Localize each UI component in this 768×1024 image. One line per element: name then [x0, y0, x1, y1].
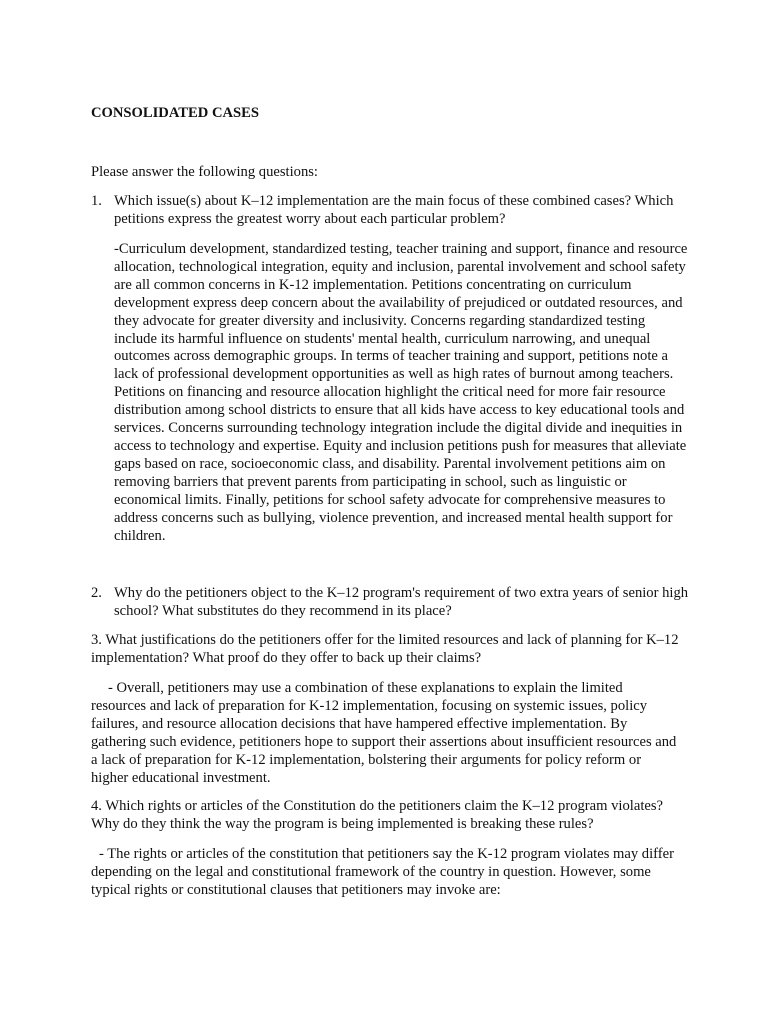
question-1: [91, 193, 691, 229]
question-2-text: Why do the petitioners object to the K–12 program's requirement of two extra years of senior high school? What substitutes do they recommend in its place?: [114, 585, 689, 619]
question-3: 3. What justifications do the petitioners offer for the limited resources and lack of planning for K–12 implementation? What proof do they offer to back up their claims?: [91, 632, 679, 666]
question-2: [91, 585, 691, 621]
answer-4: - The rights or articles of the constitution that petitioners say the K-12 program violates may differ depending on the legal and constitutional framework of the country in question. However, some typical rights or constitutional clauses that petitioners may invoke are:: [91, 846, 674, 898]
answer-3: - Overall, petitioners may use a combination of these explanations to explain the limited resources and lack of preparation for K-12 implementation, focusing on systemic issues, policy failures, and resource allocation decisions that have hampered effective implementation. By gathering such evidence, petitioners hope to support their assertions about insufficient resources and a lack of preparation for K-12 implementation, bolstering their arguments for policy reform or higher educational investment.: [91, 680, 677, 786]
question-2-number: 2.: [91, 585, 102, 601]
intro-text: Please answer the following questions:: [91, 164, 318, 180]
document-title: CONSOLIDATED CASES: [91, 105, 260, 121]
question-1-number: 1.: [91, 193, 102, 209]
question-1-text: Which issue(s) about K–12 implementation are the main focus of these combined cases? Which petitions express the greatest worry about each particular problem?: [114, 193, 674, 227]
answer-1: -Curriculum development, standardized testing, teacher training and support, finance and resource allocation, technological integration, equity and inclusion, parental involvement and school safety are all common concerns in K-12 implementation. Petitions concentrating on curriculum development express deep concern about the availability of prejudiced or outdated resources, and they advocate for greater diversity and inclusivity. Concerns regarding standardized testing include its harmful influence on students' mental health, curriculum narrowing, and unequal outcomes across demographic groups. In terms of teacher training and support, petitions note a lack of professional development opportunities as well as high rates of burnout among teachers. Petitions on financing and resource allocation highlight the critical need for more fair resource distribution among school districts to ensure that all kids have access to key educational tools and services. Concerns surrounding technology integration include the digital divide and inequities in access to technology and expertise. Equity and inclusion petitions push for measures that alleviate gaps based on race, socioeconomic class, and disability. Parental involvement petitions aim on removing barriers that prevent parents from participating in school, such as linguistic or economical limits. Finally, petitions for school safety advocate for comprehensive measures to address concerns such as bullying, violence prevention, and increased mental health support for children.: [114, 241, 688, 544]
question-4: 4. Which rights or articles of the Constitution do the petitioners claim the K–12 program violates? Why do they think the way the program is being implemented is breaking these rules?: [91, 798, 664, 832]
